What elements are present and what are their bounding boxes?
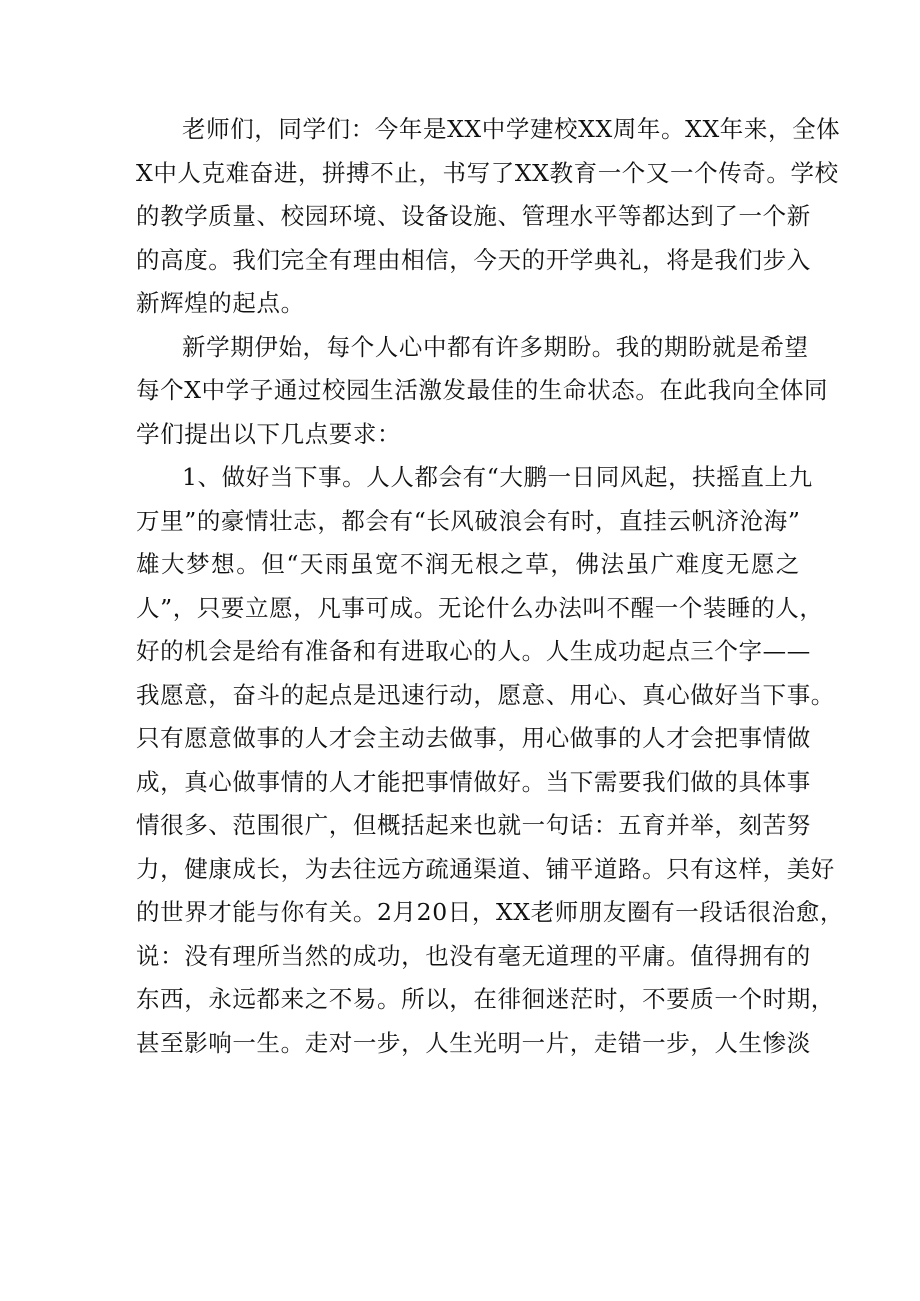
paragraph-3-line-1: 1、做好当下事。人人都会有“大鹏一日同风起，扶摇直上九 xyxy=(182,463,813,491)
paragraph-1-line-3: 的教学质量、校园环境、设备设施、管理水平等都达到了一个新 xyxy=(136,202,811,230)
paragraph-3-line-13: 东西，永远都来之不易。所以，在徘徊迷茫时，不要质一个时期， xyxy=(136,985,835,1013)
paragraph-2-line-3: 学们提出以下几点要求： xyxy=(136,419,402,448)
paragraph-3-line-5: 好的机会是给有准备和有进取心的人。人生成功起点三个字—— xyxy=(136,637,811,665)
paragraph-1-line-4: 的高度。我们完全有理由相信，今天的开学典礼，将是我们步入 xyxy=(136,245,811,274)
paragraph-3-line-14: 甚至影响一生。走对一步，人生光明一片，走错一步，人生惨淡 xyxy=(136,1028,811,1057)
paragraph-3-line-7: 只有愿意做事的人才会主动去做事，用心做事的人才会把事情做 xyxy=(136,724,811,752)
paragraph-3-line-10: 力，健康成长，为去往远方疏通渠道、铺平道路。只有这样，美好 xyxy=(136,854,835,883)
paragraph-1-line-2: X中人克难奋进，拼搏不止，书写了XX教育一个又一个传奇。学校 xyxy=(136,158,839,187)
paragraph-2-line-2: 每个X中学子通过校园生活激发最佳的生命状态。在此我向全体同 xyxy=(136,376,829,404)
paragraph-1-line-5: 新辉煌的起点。 xyxy=(136,289,305,317)
paragraph-3-line-3: 雄大梦想。但“天雨虽宽不润无根之草，佛法虽广难度无愿之 xyxy=(136,550,800,578)
document-body xyxy=(136,108,844,1065)
paragraph-1-line-1: 老师们，同学们：今年是XX中学建校XX周年。XX年来，全体 xyxy=(182,115,841,143)
paragraph-3-line-9: 情很多、范围很广，但概括起来也就一句话：五育并举，刻苦努 xyxy=(136,811,811,839)
paragraph-3-line-11: 的世界才能与你有关。2月20日，XX老师朋友圈有一段话很治愈， xyxy=(136,898,844,926)
paragraph-3-line-4: 人”，只要立愿，凡事可成。无论什么办法叫不醒一个装睡的人， xyxy=(136,593,824,622)
paragraph-2-line-1: 新学期伊始，每个人心中都有许多期盼。我的期盼就是希望 xyxy=(182,332,809,361)
paragraph-3-line-8: 成，真心做事情的人才能把事情做好。当下需要我们做的具体事 xyxy=(136,767,811,796)
paragraph-3-line-2: 万里”的豪情壮志，都会有“长风破浪会有时，直挂云帆济沧海” xyxy=(136,506,801,535)
paragraph-3-line-6: 我愿意，奋斗的起点是迅速行动，愿意、用心、真心做好当下事。 xyxy=(136,680,835,709)
paragraph-3-line-12: 说：没有理所当然的成功，也没有毫无道理的平庸。值得拥有的 xyxy=(136,941,811,970)
